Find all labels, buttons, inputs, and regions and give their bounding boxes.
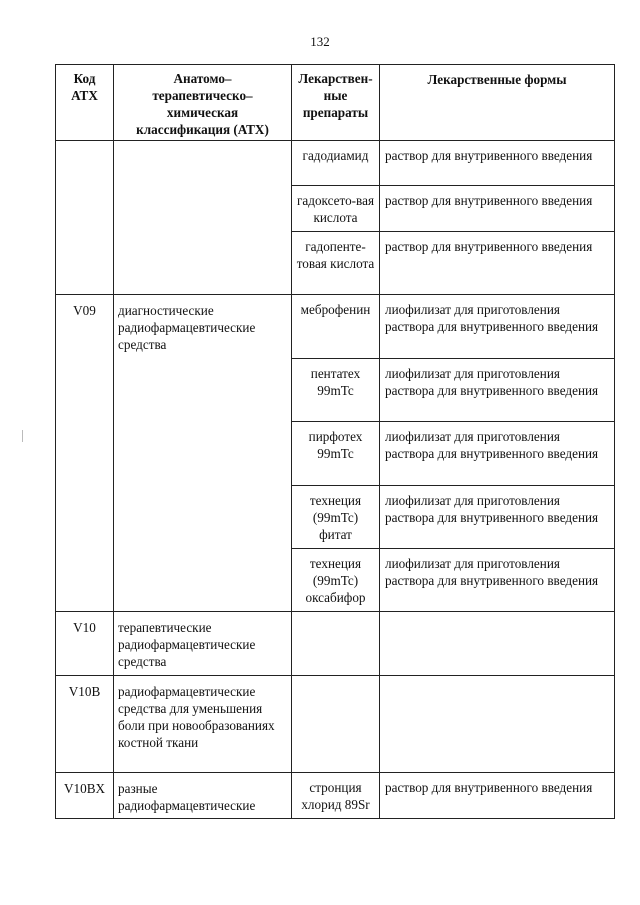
header-atc: Анатомо–терапевтическо–химическая классификация (АТХ) [114,65,292,141]
atc-name-cell: разные радиофармацевтические [114,773,292,819]
dosage-form-cell: раствор для внутривенного введения [380,186,615,232]
atc-code-cell: V10 [56,612,114,676]
dosage-form-cell [380,612,615,676]
drug-name-cell [292,612,380,676]
dosage-form-cell: лиофилизат для приготовления раствора для внутривенного введения [380,359,615,422]
header-code: Код АТХ [56,65,114,141]
dosage-form-cell: раствор для внутривенного введения [380,232,615,295]
header-drugs: Лекарствен-ные препараты [292,65,380,141]
atc-table [55,64,615,819]
atc-name-cell: радиофармацевтические средства для уменьшения боли при новообразованиях костной ткани [114,676,292,773]
drug-name-cell [292,676,380,773]
margin-mark [22,430,23,442]
atc-code-cell: V09 [56,295,114,612]
header-forms: Лекарственные формы [380,65,615,141]
drug-name-cell: гадоксето-вая кислота [292,186,380,232]
dosage-form-cell: лиофилизат для приготовления раствора для внутривенного введения [380,295,615,359]
atc-code-cell [56,141,114,295]
drug-name-cell: меброфенин [292,295,380,359]
dosage-form-cell: лиофилизат для приготовления раствора для внутривенного введения [380,549,615,612]
atc-code-cell: V10BX [56,773,114,819]
drug-name-cell: гадодиамид [292,141,380,186]
dosage-form-cell: лиофилизат для приготовления раствора для внутривенного введения [380,422,615,486]
drug-name-cell: пирфотех 99mTc [292,422,380,486]
atc-code-cell: V10B [56,676,114,773]
atc-name-cell [114,141,292,295]
table-row [56,141,615,186]
dosage-form-cell: лиофилизат для приготовления раствора для внутривенного введения [380,486,615,549]
drug-name-cell: стронция хлорид 89Sr [292,773,380,819]
dosage-form-cell: раствор для внутривенного введения [380,141,615,186]
dosage-form-cell: раствор для внутривенного введения [380,773,615,819]
drug-name-cell: гадопенте-товая кислота [292,232,380,295]
table-row [56,295,615,359]
atc-name-cell: диагностические радиофармацевтические средства [114,295,292,612]
dosage-form-cell [380,676,615,773]
drug-name-cell: пентатех 99mTc [292,359,380,422]
drug-name-cell: технеция (99mTc) оксабифор [292,549,380,612]
table-row [56,676,615,773]
table-header-row [56,65,615,141]
table-row [56,773,615,819]
drug-name-cell: технеция (99mTc) фитат [292,486,380,549]
atc-name-cell: терапевтические радиофармацевтические средства [114,612,292,676]
table-row [56,612,615,676]
page-number: 132 [310,34,330,49]
